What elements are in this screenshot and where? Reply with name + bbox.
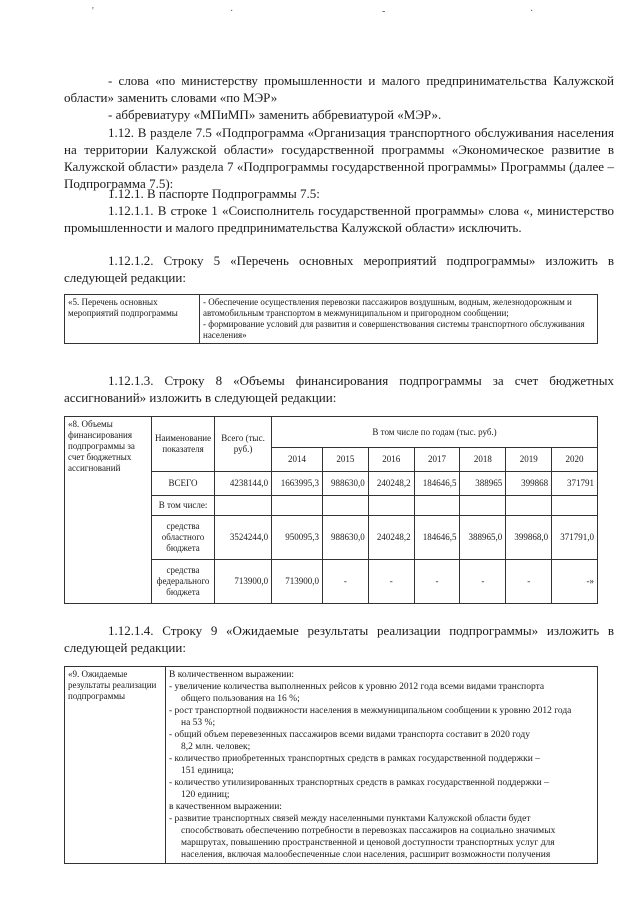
row-name: ВСЕГО xyxy=(152,472,215,496)
table9-line: маршрутах, повышению пространственной и ценовой доступности транспортных услуг для xyxy=(181,838,555,848)
row-total: 713900,0 xyxy=(215,560,272,604)
paragraph-1-12-1-1: 1.12.1.1. В строке 1 «Соисполнитель государственной программы» слова «, министерство промышленности и малого предпринимательства Калужской области» исключить. xyxy=(64,203,614,235)
cell: - xyxy=(322,560,368,604)
year-header: 2014 xyxy=(272,448,323,472)
table8-col-years: В том числе по годам (тыс. руб.) xyxy=(272,417,598,448)
row-total: 3524244,0 xyxy=(215,516,272,560)
table9-line: на 53 %; xyxy=(181,718,216,728)
table9-line: - количество приобретенных транспортных средств в рамках государственной поддержки – xyxy=(169,754,540,764)
row-total xyxy=(215,496,272,516)
scan-mark: · xyxy=(230,6,234,17)
table9-line: - увеличение количества выполненных рейсов к уровню 2012 года всеми видами транспорта xyxy=(169,682,545,692)
table9-line: в качественном выражении: xyxy=(169,802,282,812)
cell xyxy=(460,496,506,516)
cell: 184646,5 xyxy=(414,472,460,496)
table9-line: - общий объем перевезенных пассажиров всеми видами транспорта составит в 2020 году xyxy=(169,730,530,740)
year-header: 2017 xyxy=(414,448,460,472)
table-row-9 xyxy=(64,666,598,864)
cell: - xyxy=(506,560,552,604)
cell: 399868 xyxy=(506,472,552,496)
table-row-5 xyxy=(64,294,598,344)
scan-mark: · xyxy=(530,6,534,17)
cell: 988630,0 xyxy=(322,472,368,496)
table8-col-total: Всего (тыс. руб.) xyxy=(215,417,272,472)
table9-line: 120 единиц; xyxy=(181,790,230,800)
table9-line: - количество утилизированных транспортных средств в рамках государственной поддержки – xyxy=(169,778,549,788)
cell: - xyxy=(460,560,506,604)
table9-line: - развитие транспортных связей между населенными пунктами Калужской области будет xyxy=(169,814,531,824)
year-header: 2018 xyxy=(460,448,506,472)
paragraph-1-12-1-3: 1.12.1.3. Строку 8 «Объемы финансирования подпрограммы за счет бюджетных ассигнований» изложить в следующей редакции: xyxy=(64,373,614,405)
table9-line: - рост транспортной подвижности населения в межмуниципальном сообщении к уровню 2012 года xyxy=(169,706,572,716)
cell xyxy=(322,496,368,516)
paragraph-1-12-1-4: 1.12.1.4. Строку 9 «Ожидаемые результаты реализации подпрограммы» изложить в следующей редакции: xyxy=(64,623,614,655)
table5-item: - Обеспечение осуществления перевозки пассажиров воздушным, водным, железнодорожным и автомобильным транспортом в межмуниципальном и пригородном сообщении; xyxy=(203,297,572,318)
cell: 399868,0 xyxy=(506,516,552,560)
paragraph-1-12-1: 1.12.1. В паспорте Подпрограммы 7.5: xyxy=(108,186,320,201)
table5-content xyxy=(200,295,598,344)
table5-label: «5. Перечень основных мероприятий подпрограммы xyxy=(65,295,200,344)
paragraph-1-12-1-2: 1.12.1.2. Строку 5 «Перечень основных мероприятий подпрограммы» изложить в следующей редакции: xyxy=(64,253,614,285)
cell: 240248,2 xyxy=(368,472,414,496)
cell: -» xyxy=(552,560,598,604)
row-name: средства областного бюджета xyxy=(152,516,215,560)
row-total: 4238144,0 xyxy=(215,472,272,496)
paragraph-1-12: 1.12. В разделе 7.5 «Подпрограмма «Организация транспортного обслуживания населения на территории Калужской области» государственной программы «Экономическое развитие в Калужской области» раздела 7 «Подпрограммы государственной программы» Программы (далее – Подпрограмма 7.5): xyxy=(64,125,614,191)
cell: 988630,0 xyxy=(322,516,368,560)
cell xyxy=(368,496,414,516)
cell: 388965,0 xyxy=(460,516,506,560)
cell: 371791,0 xyxy=(552,516,598,560)
scan-mark: - xyxy=(382,6,386,17)
cell xyxy=(414,496,460,516)
cell: 713900,0 xyxy=(272,560,323,604)
row-name: В том числе: xyxy=(152,496,215,516)
table9-content xyxy=(166,667,598,864)
cell: 184646,5 xyxy=(414,516,460,560)
scan-mark: ' xyxy=(92,6,94,17)
table9-line: населения, включая малообеспеченные слои населения, расширит возможности получения xyxy=(181,850,551,860)
table9-line: способствовать обеспечению потребности в перевозках пассажиров на социально значимых xyxy=(181,826,556,836)
table8-col-name: Наименование показателя xyxy=(152,417,215,472)
cell: 1663995,3 xyxy=(272,472,323,496)
cell xyxy=(272,496,323,516)
cell: 371791 xyxy=(552,472,598,496)
cell: 950095,3 xyxy=(272,516,323,560)
paragraph-1: - слова «по министерству промышленности и малого предпринимательства Калужской области» заменить словами «по МЭР» xyxy=(64,73,614,105)
cell: 388965 xyxy=(460,472,506,496)
table9-line: В количественном выражении: xyxy=(169,670,295,680)
year-header: 2016 xyxy=(368,448,414,472)
year-header: 2019 xyxy=(506,448,552,472)
cell xyxy=(552,496,598,516)
table8-label: «8. Объемы финансирования подпрограммы за счет бюджетных ассигнований xyxy=(65,417,152,604)
table9-label: «9. Ожидаемые результаты реализации подпрограммы xyxy=(65,667,166,864)
paragraph-2: - аббревиатуру «МПиМП» заменить аббревиатурой «МЭР». xyxy=(108,107,442,122)
table9-line: 8,2 млн. человек; xyxy=(181,742,251,752)
table-row-8 xyxy=(64,416,598,604)
table5-item: - формирование условий для развития и совершенствования системы транспортного обслуживания населения» xyxy=(203,319,585,340)
row-name: средства федерального бюджета xyxy=(152,560,215,604)
cell: 240248,2 xyxy=(368,516,414,560)
year-header: 2015 xyxy=(322,448,368,472)
cell: - xyxy=(368,560,414,604)
table9-line: 151 единица; xyxy=(181,766,234,776)
cell: - xyxy=(414,560,460,604)
cell xyxy=(506,496,552,516)
table9-line: общего пользования на 16 %; xyxy=(181,694,300,704)
year-header: 2020 xyxy=(552,448,598,472)
